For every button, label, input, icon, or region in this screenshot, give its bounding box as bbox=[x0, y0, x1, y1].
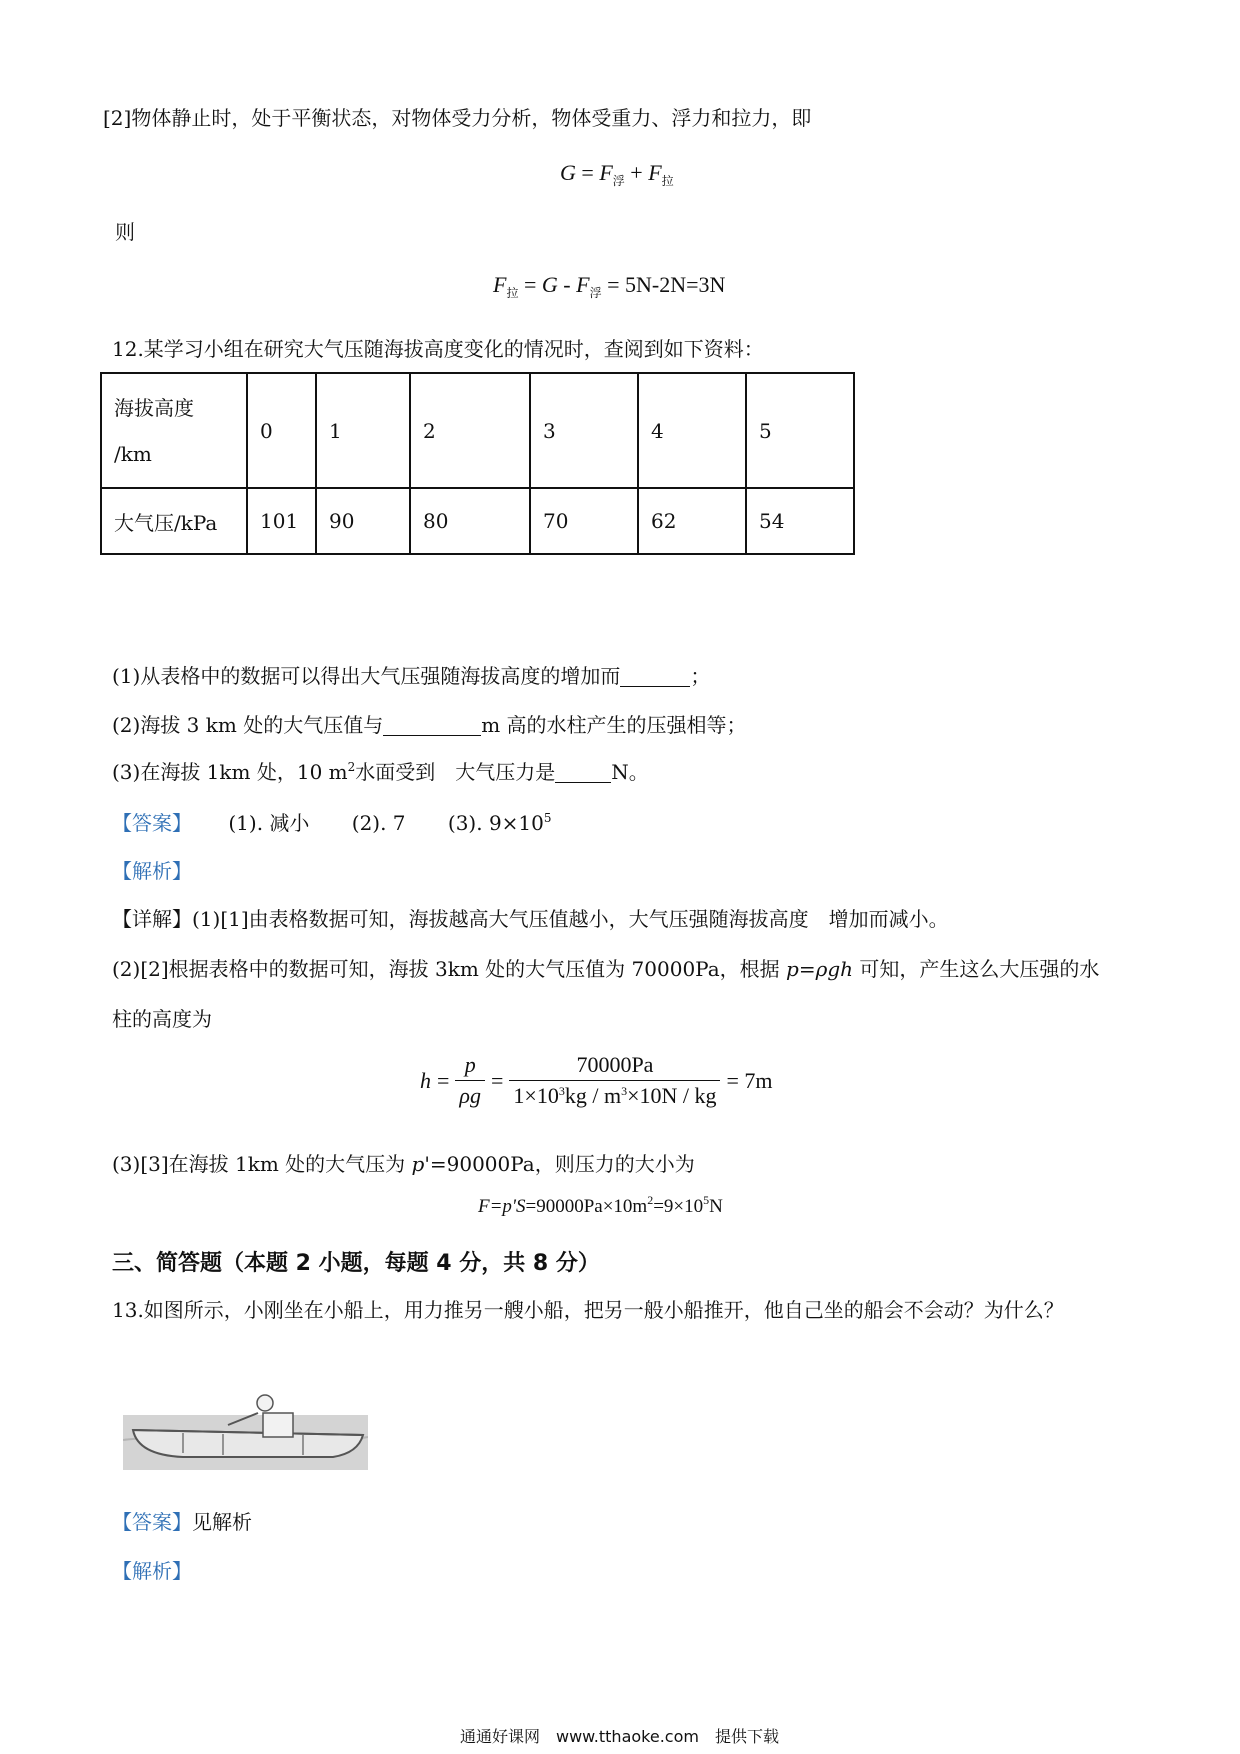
eq-symbol: = bbox=[575, 160, 600, 185]
table-cell: 0 bbox=[247, 373, 316, 488]
detail-line: 【详解】(1)[1]由表格数据可知，海拔越高大气压值越小，大气压强随海拔高度 增加而减小。 bbox=[112, 907, 949, 931]
text: ×10N / kg bbox=[627, 1083, 717, 1108]
superscript: 3 bbox=[558, 1084, 565, 1098]
eq-symbol: F bbox=[599, 160, 613, 185]
superscript: 5 bbox=[703, 1193, 710, 1207]
table-cell: 54 bbox=[746, 488, 854, 554]
text: (3)在海拔 1km 处，10 m bbox=[112, 760, 348, 784]
answer-line-13 bbox=[112, 1508, 252, 1536]
text: =90000Pa×10m bbox=[525, 1196, 648, 1217]
fraction-denominator: ρg bbox=[455, 1080, 485, 1109]
table-cell: 2 bbox=[410, 373, 530, 488]
equation-force bbox=[478, 1193, 723, 1218]
text: (2)[2]根据表格中的数据可知，海拔 3km 处的大气压值为 70000Pa，根据 bbox=[112, 957, 787, 981]
equation-height bbox=[420, 1052, 773, 1109]
text: m 高的水柱产生的压强相等； bbox=[481, 713, 747, 737]
table-header-cell bbox=[101, 373, 247, 488]
detail-line bbox=[112, 955, 1099, 983]
table-cell: 5 bbox=[746, 373, 854, 488]
superscript: 2 bbox=[647, 1193, 654, 1207]
eq-symbol: G bbox=[541, 272, 558, 297]
answer-label: 【答案】 bbox=[112, 811, 192, 835]
fraction bbox=[509, 1052, 720, 1109]
eq-subscript: 浮 bbox=[612, 174, 625, 188]
answer-text: 见解析 bbox=[192, 1510, 252, 1534]
sub-question-1 bbox=[112, 662, 710, 690]
fraction bbox=[455, 1052, 485, 1109]
eq-subscript: 拉 bbox=[661, 174, 674, 188]
table-cell: 90 bbox=[316, 488, 410, 554]
text-line: 则 bbox=[115, 220, 135, 244]
equation-tension bbox=[493, 272, 725, 301]
eq-symbol: F bbox=[493, 272, 507, 297]
eq-symbol: = bbox=[437, 1067, 450, 1093]
formula: p' bbox=[411, 1152, 430, 1176]
formula: p=ρgh bbox=[786, 957, 854, 981]
text: 可知，产生这么大压强的水 bbox=[853, 957, 1100, 981]
superscript: 3 bbox=[621, 1084, 628, 1098]
text: =9×10 bbox=[653, 1196, 704, 1217]
eq-symbol: + bbox=[624, 160, 649, 185]
eq-subscript: 浮 bbox=[589, 286, 602, 300]
table-cell: 80 bbox=[410, 488, 530, 554]
text: 1×10 bbox=[513, 1083, 559, 1108]
boat-illustration bbox=[123, 1385, 368, 1470]
answer-blank bbox=[383, 715, 481, 736]
superscript: 2 bbox=[347, 760, 356, 774]
text: 水面受到 大气压力是 bbox=[355, 760, 556, 784]
detail-line: 柱的高度为 bbox=[112, 1007, 212, 1031]
fraction-numerator: 70000Pa bbox=[576, 1052, 654, 1077]
text: N。 bbox=[611, 760, 649, 784]
text: (2)海拔 3 km 处的大气压值与 bbox=[112, 713, 384, 737]
eq-symbol: h bbox=[420, 1067, 431, 1093]
fraction-numerator: p bbox=[464, 1052, 476, 1077]
text-line: [2]物体静止时，处于平衡状态，对物体受力分析，物体受重力、浮力和拉力，即 bbox=[103, 106, 812, 130]
table-cell: 62 bbox=[638, 488, 746, 554]
answer-line bbox=[112, 809, 552, 837]
sub-question-2 bbox=[112, 711, 747, 739]
equation-balance bbox=[560, 160, 674, 189]
eq-symbol: = bbox=[518, 272, 542, 297]
section-heading: 三、简答题（本题 2 小题，每题 4 分，共 8 分） bbox=[112, 1251, 600, 1276]
table-header-unit: /km bbox=[114, 441, 152, 466]
answer-3 bbox=[448, 811, 552, 835]
table-cell: 4 bbox=[638, 373, 746, 488]
detail-line bbox=[112, 1150, 695, 1178]
table-cell: 1 bbox=[316, 373, 410, 488]
page-footer: 通通好课网 www.tthaoke.com 提供下载 bbox=[460, 1727, 779, 1746]
question-12: 12.某学习小组在研究大气压随海拔高度变化的情况时，查阅到如下资料： bbox=[112, 337, 764, 361]
table-row-label: 大气压/kPa bbox=[101, 488, 247, 554]
eq-symbol: G bbox=[560, 160, 576, 185]
eq-symbol: = bbox=[490, 1067, 504, 1093]
eq-symbol: - bbox=[557, 272, 577, 297]
text: F=p'S bbox=[478, 1196, 526, 1217]
table-cell: 70 bbox=[530, 488, 638, 554]
text: (1)从表格中的数据可以得出大气压强随海拔高度的增加而 bbox=[112, 664, 621, 688]
table-cell: 3 bbox=[530, 373, 638, 488]
text: =90000Pa，则压力的大小为 bbox=[429, 1152, 695, 1176]
text: ； bbox=[690, 664, 711, 688]
eq-symbol: F bbox=[576, 272, 590, 297]
answer-label: 【答案】 bbox=[112, 1510, 192, 1534]
table-cell: 101 bbox=[247, 488, 316, 554]
eq-subscript: 拉 bbox=[506, 286, 519, 300]
text: N bbox=[709, 1196, 723, 1217]
question-13: 13.如图所示，小刚坐在小船上，用力推另一艘小船，把另一般小船推开，他自己坐的船会不会动？为什么？ bbox=[112, 1298, 1064, 1322]
answer-blank bbox=[555, 762, 611, 783]
fraction-denominator bbox=[509, 1080, 720, 1109]
sub-question-3 bbox=[112, 758, 649, 786]
eq-symbol: = 5N-2N=3N bbox=[601, 272, 726, 297]
answer-2: (2). 7 bbox=[351, 811, 406, 835]
table-header-label: 海拔高度 bbox=[114, 395, 194, 420]
eq-symbol: F bbox=[648, 160, 662, 185]
pressure-table bbox=[100, 372, 855, 555]
text: kg / m bbox=[564, 1083, 622, 1108]
text: (3)[3]在海拔 1km 处的大气压为 bbox=[112, 1152, 412, 1176]
eq-result: = 7m bbox=[726, 1067, 773, 1093]
answer-1: (1). 减小 bbox=[228, 811, 310, 835]
superscript: 5 bbox=[543, 811, 552, 825]
answer-blank bbox=[620, 666, 690, 687]
analysis-label: 【解析】 bbox=[112, 859, 192, 883]
analysis-label: 【解析】 bbox=[112, 1559, 192, 1583]
text: (3). 9×10 bbox=[447, 811, 544, 835]
